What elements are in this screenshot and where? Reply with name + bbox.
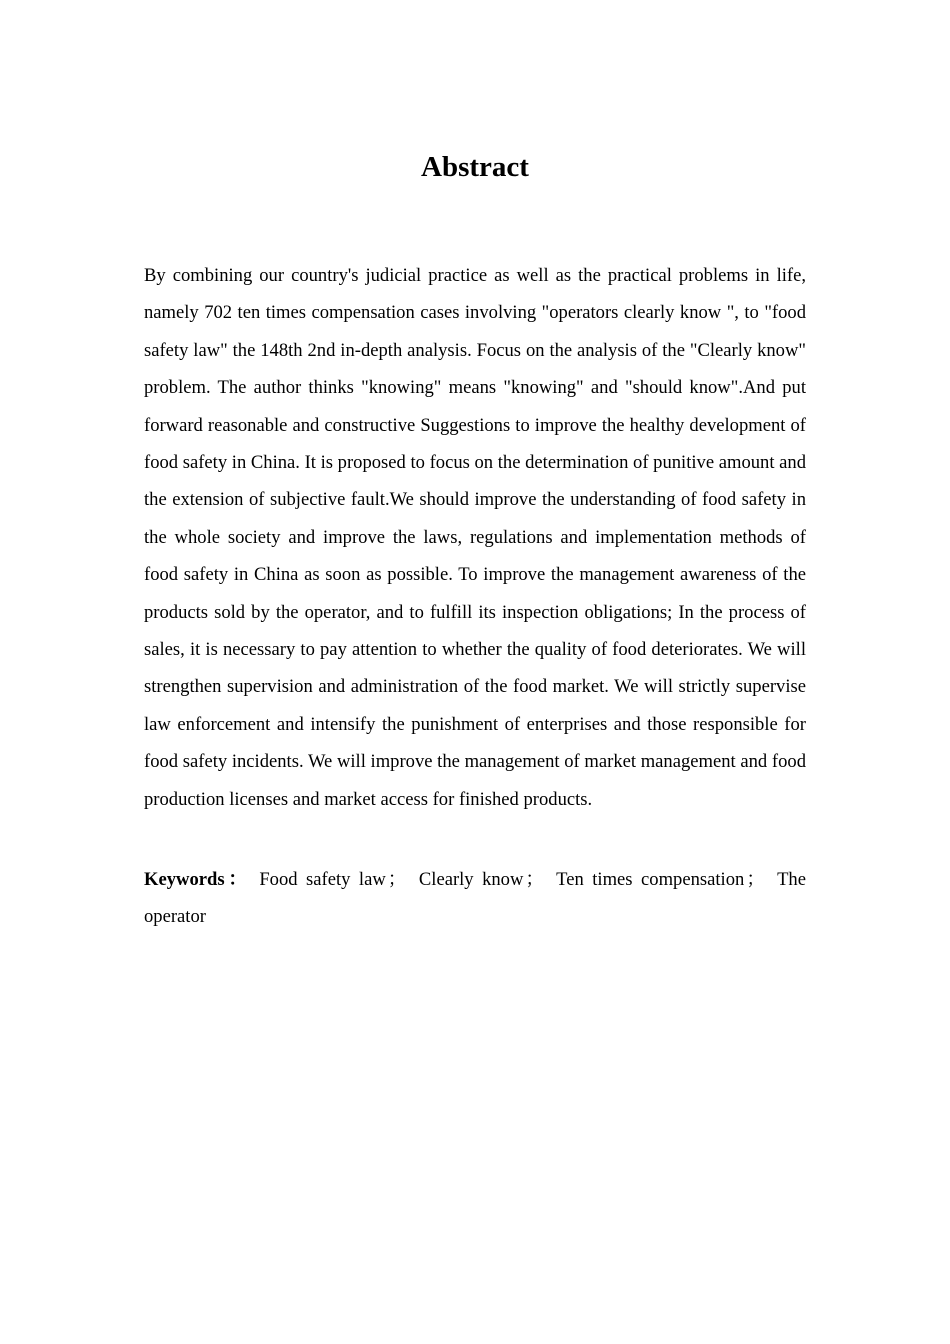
keyword-item: Ten times compensation	[556, 869, 745, 890]
keyword-separator: ；	[746, 869, 765, 890]
keyword-separator: ；	[525, 869, 545, 890]
keywords-label: Keywords：	[144, 869, 251, 890]
abstract-title: Abstract	[421, 151, 529, 183]
abstract-body: By combining our country's judicial practice as well as the practical problems in life, namely 702 ten times compensation cases involving "operators clearly know ", to "food safety law" the 148th 2nd in-depth analysis. Focus on the analysis of the "Clearly know" problem. The author thinks "knowing" means "knowing" and "should know".And put forward reasonable and constructive Suggestions to improve the healthy development of food safety in China. It is proposed to focus on the determination of punitive amount and the extension of subjective fault.We should improve the understanding of food safety in the whole society and improve the laws, regulations and implementation methods of food safety in China as soon as possible. To improve the management awareness of the products sold by the operator, and to fulfill its inspection obligations; In the process of sales, it is necessary to pay attention to whether the quality of food deteriorates. We will strengthen supervision and administration of the food market. We will strictly supervise law enforcement and intensify the punishment of enterprises and those responsible for food safety incidents. We will improve the management of market management and food production licenses and market access for finished products.	[144, 265, 807, 810]
keyword-item: Clearly know	[418, 869, 524, 890]
keyword-item: Food safety law	[259, 869, 386, 890]
keyword-item: The operator	[144, 869, 806, 928]
keywords-line	[144, 861, 806, 936]
keyword-separator: ；	[387, 869, 407, 890]
